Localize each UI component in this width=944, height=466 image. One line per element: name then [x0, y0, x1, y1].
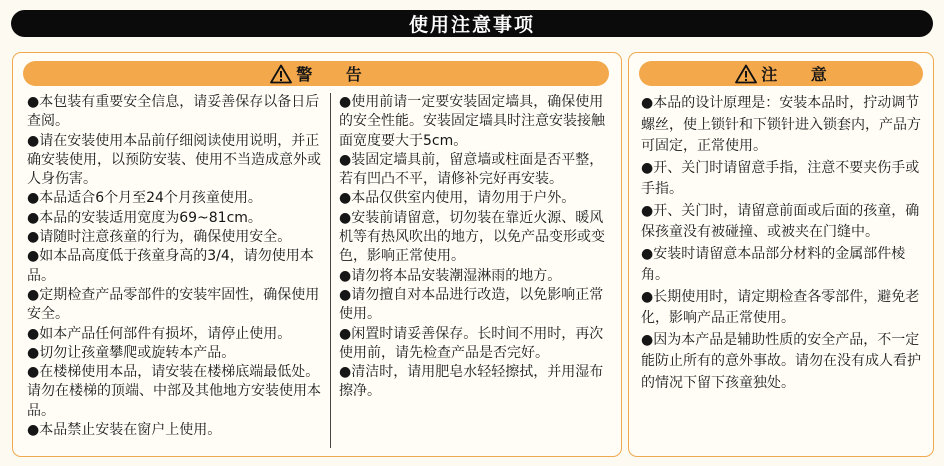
warning-item: ●装固定墙具前，留意墙或柱面是否平整，若有凹凸不平，请修补完好再安装。 [339, 151, 604, 188]
warning-item: ●在楼梯使用本品，请安装在楼梯底端最低处。请勿在楼梯的顶端、中部及其他地方安装使用本品。 [27, 364, 321, 419]
caution-item: ●开、关门时请留意手指，注意不要夹伤手或手指。 [641, 159, 920, 197]
warning-item: ●本品仅供室内使用，请勿用于户外。 [339, 190, 576, 207]
caution-heading-bar [639, 61, 923, 86]
caution-item: ●长期使用时，请定期检查各零部件，避免老化，影响产品正常使用。 [641, 288, 920, 326]
warning-item: ●请勿将本品安装潮湿淋雨的地方。 [339, 267, 562, 284]
warning-panel [12, 52, 622, 457]
warning-item: ●请勿擅自对本品进行改造，以免影响正常使用。 [339, 286, 604, 323]
caution-item: ●安装时请留意本品部分材料的金属部件棱角。 [641, 245, 906, 283]
warning-column-2 [339, 93, 611, 402]
warning-triangle-icon [735, 64, 757, 84]
caution-item: ●开、关门时，请留意前面或后面的孩童，确保孩童没有被碰撞、或被夹在门缝中。 [641, 202, 920, 240]
warning-triangle-icon [270, 64, 292, 84]
column-divider [330, 93, 331, 448]
warning-item: ●定期检查产品零部件的安装牢固性，确保使用安全。 [27, 286, 320, 323]
warning-item: ●本包装有重要安全信息，请妥善保存以备日后查阅。 [27, 94, 320, 130]
page-title: 使用注意事项 [11, 10, 933, 37]
warning-item: ●使用前请一定要安装固定墙具，确保使用的安全性能。安装固定墙具时注意安装接触面宽度要大于5cm。 [339, 94, 605, 149]
warning-item: ●闲置时请妥善保存。长时间不用时，再次使用前，请先检查产品是否完好。 [339, 325, 604, 361]
warning-item: ●如本品高度低于孩童身高的3/4，请勿使用本品。 [27, 248, 314, 284]
warning-item: ●安装前请留意，切勿装在靠近火源、暖风机等有热风吹出的地方，以免产品变形或变色，影响正常使用。 [339, 209, 605, 265]
caution-column [641, 93, 927, 394]
warning-column-1 [27, 93, 323, 440]
caution-panel [628, 52, 934, 457]
caution-item: ●因为本产品是辅助性质的安全产品，不一定能防止所有的意外事故。请勿在没有成人看护的情况下留下孩童独处。 [641, 331, 921, 391]
warning-item: ●清洁时，请用肥皂水轻轻擦拭，并用湿布擦净。 [339, 364, 604, 400]
warning-item: ●本品禁止安装在窗户上使用。 [27, 422, 222, 439]
warning-item: ●请在安装使用本品前仔细阅读使用说明，并正确安装使用，以预防安装、使用不当造成意外或人身伤害。 [27, 132, 321, 188]
warning-item: ●本品的安装适用宽度为69~81cm。 [27, 209, 262, 226]
warning-item: ●请随时注意孩童的行为，确保使用安全。 [27, 229, 292, 246]
warning-heading: 警 告 [296, 65, 376, 84]
warning-item: ●本品适合6个月至24个月孩童使用。 [27, 190, 262, 207]
caution-heading: 注 意 [761, 65, 841, 84]
warning-item: ●如本产品任何部件有损坏，请停止使用。 [27, 325, 292, 342]
warning-item: ●切勿让孩童攀爬或旋转本产品。 [27, 344, 236, 361]
caution-item: ●本品的设计原理是：安装本品时，拧动调节螺丝，使上锁针和下锁针进入锁套内，产品方可固定，正常使用。 [641, 95, 921, 154]
warning-heading-bar [23, 61, 609, 86]
